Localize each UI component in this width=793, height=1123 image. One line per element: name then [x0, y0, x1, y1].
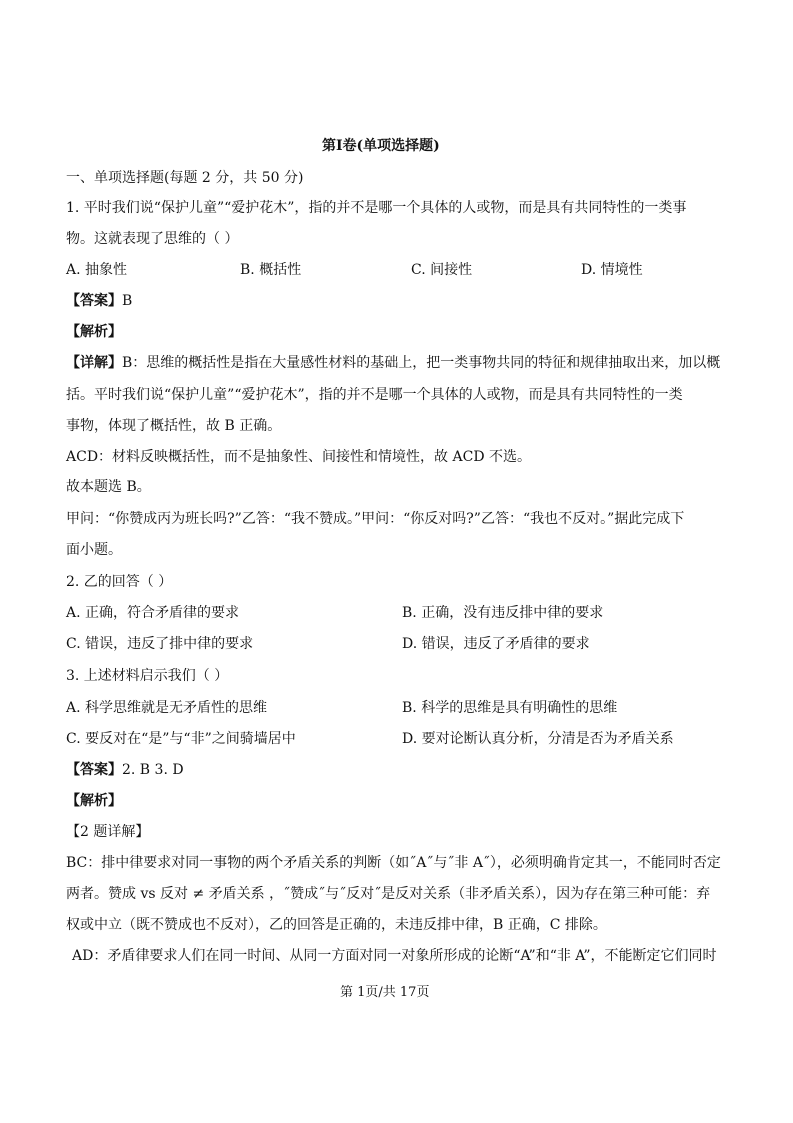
q1-detail-line1: [66, 353, 720, 373]
q1-option-b: B. 概括性: [240, 262, 302, 278]
q1-analysis-tag: 【解析】: [66, 324, 122, 340]
q1-answer: [66, 291, 132, 311]
q2-detail-header: 【2 题详解】: [66, 824, 150, 840]
answer-value: 2. B 3. D: [122, 762, 184, 778]
q3-option-a: A. 科学思维就是无矛盾性的思维: [66, 700, 268, 716]
q2-option-d: D. 错误，违反了矛盾律的要求: [402, 636, 590, 652]
q3-option-c: C. 要反对在“是”与“非”之间骑墙居中: [66, 731, 296, 747]
answer-tag: 【答案】: [66, 762, 122, 778]
material-line2: 面小题。: [66, 542, 122, 558]
q1-option-d: D. 情境性: [581, 262, 643, 278]
q3-option-d: D. 要对论断认真分析，分清是否为矛盾关系: [402, 731, 674, 747]
q3-stem: 3. 上述材料启示我们（ ）: [66, 668, 229, 684]
detail-text: B：思维的概括性是指在大量感性材料的基础上，把一类事物共同的特征和规律抽取出来，加以概: [122, 355, 721, 371]
page-title: 第Ⅰ卷(单项选择题): [322, 138, 440, 154]
answer-tag: 【答案】: [66, 293, 122, 309]
q1-stem-line2: 物。这就表现了思维的（ ）: [66, 231, 239, 247]
q2-stem: 2. 乙的回答（ ）: [66, 574, 173, 590]
ad-line1: AD：矛盾律要求人们在同一时间、从同一方面对同一对象所形成的论断“A”和“非 A”，不能断定它们同时: [72, 948, 717, 964]
q23-analysis-tag: 【解析】: [66, 793, 122, 809]
material-line1: 甲问：“你赞成丙为班长吗?”乙答：“我不赞成。”甲问：“你反对吗?”乙答：“我也不反对。”据此完成下: [66, 511, 685, 527]
detail-tag: 【详解】: [66, 355, 122, 371]
q2-option-a: A. 正确，符合矛盾律的要求: [66, 605, 240, 621]
q1-option-a: A. 抽象性: [66, 262, 128, 278]
q23-answer: [66, 760, 184, 780]
answer-value: B: [122, 293, 133, 309]
page-footer: 第 1页/共 17页: [340, 985, 430, 1000]
bc-line3: 权或中立（既不赞成也不反对），乙的回答是正确的，未违反排中律，B 正确，C 排除。: [66, 917, 607, 933]
q3-option-b: B. 科学的思维是具有明确性的思维: [402, 700, 618, 716]
q1-conclusion: 故本题选 B。: [66, 479, 151, 495]
q1-detail-line3: 事物，体现了概括性，故 B 正确。: [66, 418, 282, 434]
q2-option-c: C. 错误，违反了排中律的要求: [66, 636, 254, 652]
bc-line2: 两者。赞成 vs 反对 ≠ 矛盾关系 ，˝赞成˝与˝反对˝是反对关系（非矛盾关系），因为存在第三种可能：弃: [66, 886, 711, 902]
bc-line1: BC：排中律要求对同一事物的两个矛盾关系的判断（如˝A˝与˝非 A˝），必须明确肯定其一，不能同时否定: [66, 855, 721, 871]
section-header: 一、单项选择题(每题 2 分，共 50 分): [66, 170, 304, 186]
q2-option-b: B. 正确，没有违反排中律的要求: [402, 605, 604, 621]
q1-detail-line4: ACD：材料反映概括性，而不是抽象性、间接性和情境性，故 ACD 不选。: [66, 449, 531, 465]
q1-detail-line2: 括。平时我们说“保护儿童”“爱护花木”，指的并不是哪一个具体的人或物，而是具有共同特性的一类: [66, 387, 683, 403]
q1-stem-line1: 1. 平时我们说“保护儿童”“爱护花木”，指的并不是哪一个具体的人或物，而是具有共同特性的一类事: [66, 200, 687, 216]
q1-option-c: C. 间接性: [411, 262, 473, 278]
